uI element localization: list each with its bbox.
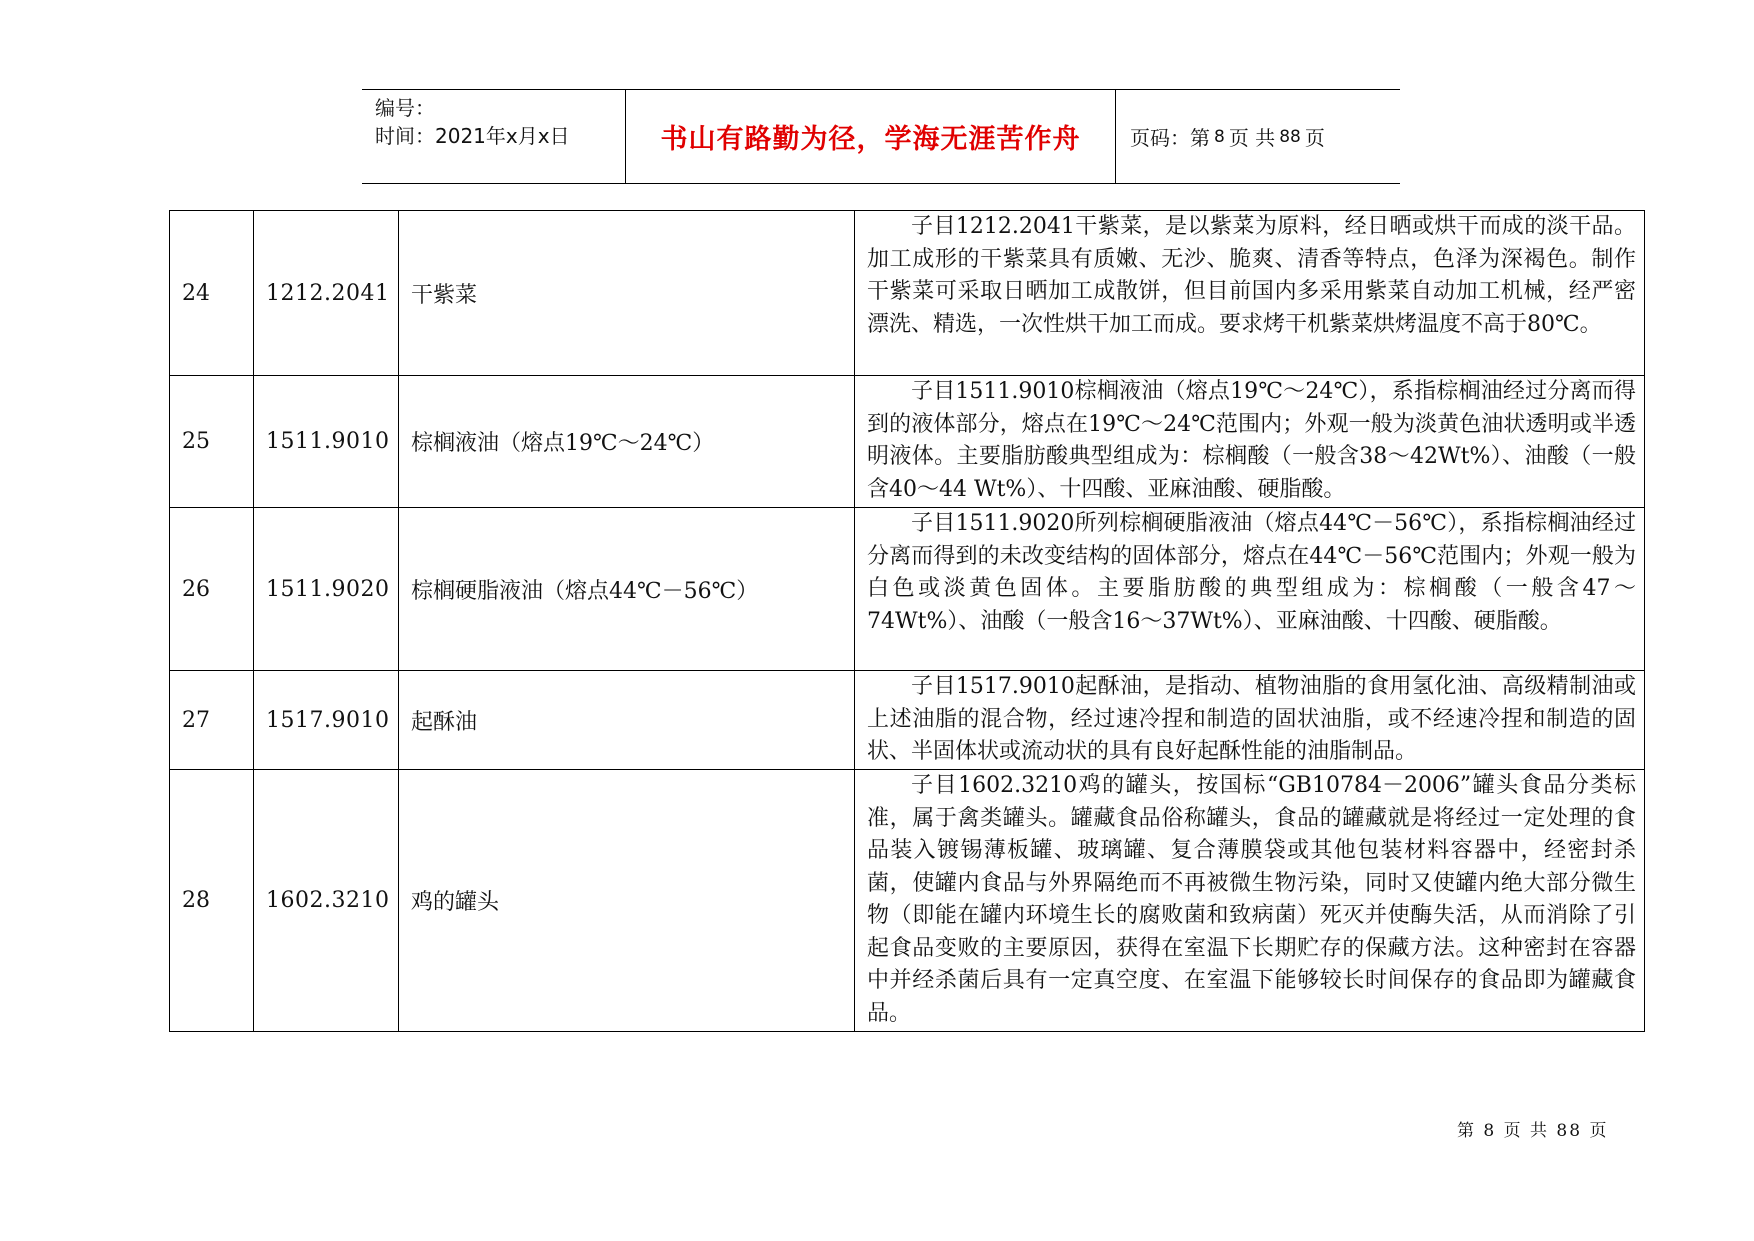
tariff-code: 1602.3210 <box>254 770 399 1032</box>
item-description: 子目1517.9010起酥油，是指动、植物油脂的食用氢化油、高级精制油或上述油脂的混合物，经过速冷捏和制造的固状油脂，或不经速冷捏和制造的固状、半固体状或流动状的具有良好起酥性能的油脂制品。 <box>855 671 1645 770</box>
motto: 书山有路勤为径，学海无涯苦作舟 <box>660 124 1081 155</box>
table-row <box>170 770 1645 1032</box>
page-total: 88 <box>1279 126 1301 147</box>
table-row <box>170 508 1645 671</box>
table-row <box>170 376 1645 508</box>
tariff-code: 1511.9020 <box>254 508 399 671</box>
row-number: 24 <box>170 211 254 376</box>
header-motto-cell <box>626 90 1116 183</box>
page-label: 页码：第 <box>1130 126 1210 150</box>
document-time: 时间：2021年x月x日 <box>375 124 570 148</box>
item-name: 棕榈硬脂液油（熔点44℃－56℃） <box>399 508 855 671</box>
tariff-code: 1511.9010 <box>254 376 399 508</box>
row-number: 26 <box>170 508 254 671</box>
tariff-table <box>169 210 1645 1032</box>
header-meta <box>362 90 626 183</box>
page-header <box>362 89 1400 184</box>
page-mid: 页 共 <box>1228 126 1276 150</box>
row-number: 28 <box>170 770 254 1032</box>
tariff-code: 1212.2041 <box>254 211 399 376</box>
item-description: 子目1511.9010棕榈液油（熔点19℃～24℃），系指棕榈油经过分离而得到的液体部分，熔点在19℃～24℃范围内；外观一般为淡黄色油状透明或半透明液体。主要脂肪酸典型组成为：棕榈酸（一般含38～42Wt%）、油酸（一般含40～44 Wt%）、十四酸、亚麻油酸、硬脂酸。 <box>855 376 1645 508</box>
item-description: 子目1602.3210鸡的罐头，按国标“GB10784－2006”罐头食品分类标准，属于禽类罐头。罐藏食品俗称罐头，食品的罐藏就是将经过一定处理的食品装入镀锡薄板罐、玻璃罐、复合薄膜袋或其他包装材料容器中，经密封杀菌，使罐内食品与外界隔绝而不再被微生物污染，同时又使罐内绝大部分微生物（即能在罐内环境生长的腐败菌和致病菌）死灭并使酶失活，从而消除了引起食品变败的主要原因，获得在室温下长期贮存的保藏方法。这种密封在容器中并经杀菌后具有一定真空度、在室温下能够较长时间保存的食品即为罐藏食品。 <box>855 770 1645 1032</box>
item-name: 棕榈液油（熔点19℃～24℃） <box>399 376 855 508</box>
page-end: 页 <box>1304 126 1325 150</box>
page-footer: 第 8 页 共 88 页 <box>1457 1121 1609 1141</box>
header-page-info <box>1116 90 1400 183</box>
item-name: 起酥油 <box>399 671 855 770</box>
table-row <box>170 671 1645 770</box>
row-number: 25 <box>170 376 254 508</box>
row-number: 27 <box>170 671 254 770</box>
document-number: 编号： <box>375 96 435 120</box>
table-row <box>170 211 1645 376</box>
tariff-code: 1517.9010 <box>254 671 399 770</box>
page-current: 8 <box>1214 126 1225 147</box>
item-name: 鸡的罐头 <box>399 770 855 1032</box>
item-name: 干紫菜 <box>399 211 855 376</box>
item-description: 子目1212.2041干紫菜，是以紫菜为原料，经日晒或烘干而成的淡干品。加工成形的干紫菜具有质嫩、无沙、脆爽、清香等特点，色泽为深褐色。制作干紫菜可采取日晒加工成散饼，但目前国内多采用紫菜自动加工机械，经严密漂洗、精选，一次性烘干加工而成。要求烤干机紫菜烘烤温度不高于80℃。 <box>855 211 1645 376</box>
item-description: 子目1511.9020所列棕榈硬脂液油（熔点44℃－56℃），系指棕榈油经过分离而得到的未改变结构的固体部分，熔点在44℃－56℃范围内；外观一般为白色或淡黄色固体。主要脂肪酸的典型组成为：棕榈酸（一般含47～74Wt%）、油酸（一般含16～37Wt%）、亚麻油酸、十四酸、硬脂酸。 <box>855 508 1645 671</box>
